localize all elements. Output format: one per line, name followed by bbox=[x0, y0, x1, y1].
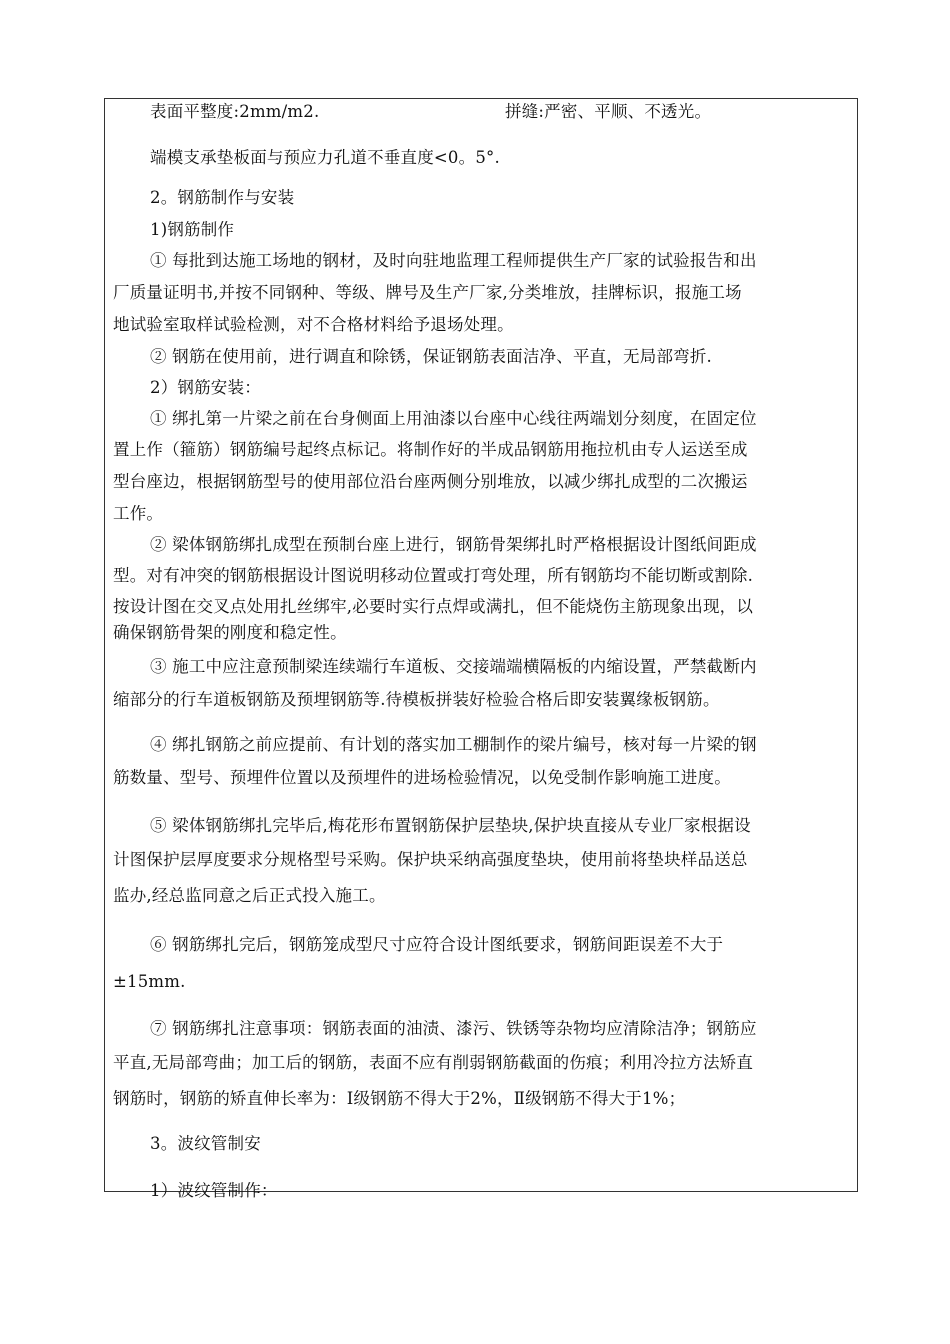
paragraph-line: ② 梁体钢筋绑扎成型在预制台座上进行，钢筋骨架绑扎时严格根据设计图纸间距成 bbox=[150, 535, 757, 554]
paragraph-line: ⑥ 钢筋绑扎完后，钢筋笼成型尺寸应符合设计图纸要求，钢筋间距误差不大于 bbox=[150, 935, 724, 954]
paragraph-line: 地试验室取样试验检测，对不合格材料给予退场处理。 bbox=[113, 315, 514, 334]
paragraph-line: 厂质量证明书,并按不同钢种、等级、牌号及生产厂家,分类堆放，挂牌标识，报施工场 bbox=[113, 283, 742, 302]
paragraph-line: ⑤ 梁体钢筋绑扎完毕后,梅花形布置钢筋保护层垫块,保护块直接从专业厂家根据设 bbox=[150, 816, 751, 835]
paragraph-line: ① 绑扎第一片梁之前在台身侧面上用油漆以台座中心线往两端划分刻度，在固定位 bbox=[150, 409, 757, 428]
paragraph-line: 缩部分的行车道板钢筋及预埋钢筋等.待模板拼装好检验合格后即安装翼缘板钢筋。 bbox=[113, 690, 720, 709]
paragraph-line: 型。对有冲突的钢筋根据设计图说明移动位置或打弯处理，所有钢筋均不能切断或割除. bbox=[113, 566, 754, 585]
section-heading-2: 2。钢筋制作与安装 bbox=[150, 188, 295, 207]
text-line-1a: 表面平整度:2mm/m2. bbox=[150, 102, 320, 121]
paragraph-line: 平直,无局部弯曲；加工后的钢筋，表面不应有削弱钢筋截面的伤痕；利用冷拉方法矫直 bbox=[113, 1053, 754, 1072]
paragraph-line: 按设计图在交叉点处用扎丝绑牢,必要时实行点焊或满扎，但不能烧伤主筋现象出现，以 bbox=[113, 597, 754, 616]
subsection-heading-1: 1)钢筋制作 bbox=[150, 220, 235, 239]
text-line-1b: 拼缝:严密、平顺、不透光。 bbox=[505, 102, 712, 121]
section-heading-3: 3。波纹管制安 bbox=[150, 1134, 261, 1153]
paragraph-line: ±15mm. bbox=[113, 972, 186, 991]
subsection-heading-2: 2）钢筋安装： bbox=[150, 378, 261, 397]
text-line-2: 端模支承垫板面与预应力孔道不垂直度<0。5°. bbox=[150, 148, 500, 167]
paragraph-line: 计图保护层厚度要求分规格型号采购。保护块采纳高强度垫块，使用前将垫块样品送总 bbox=[113, 850, 748, 869]
paragraph-line: ③ 施工中应注意预制梁连续端行车道板、交接端端横隔板的内缩设置，严禁截断内 bbox=[150, 657, 757, 676]
paragraph-line: ① 每批到达施工场地的钢材，及时向驻地监理工程师提供生产厂家的试验报告和出 bbox=[150, 251, 757, 270]
paragraph-line: 确保钢筋骨架的刚度和稳定性。 bbox=[113, 623, 347, 642]
paragraph-line: ④ 绑扎钢筋之前应提前、有计划的落实加工棚制作的梁片编号，核对每一片梁的钢 bbox=[150, 735, 757, 754]
subsection-heading-3-1: 1）波纹管制作： bbox=[150, 1181, 278, 1200]
paragraph-line: ⑦ 钢筋绑扎注意事项：钢筋表面的油渍、漆污、铁锈等杂物均应清除洁净；钢筋应 bbox=[150, 1019, 757, 1038]
paragraph-line: 筋数量、型号、预埋件位置以及预埋件的进场检验情况，以免受制作影响施工进度。 bbox=[113, 768, 731, 787]
paragraph-line: 工作。 bbox=[113, 504, 164, 523]
paragraph-line: 监办,经总监同意之后正式投入施工。 bbox=[113, 886, 386, 905]
paragraph-line: ② 钢筋在使用前，进行调直和除锈，保证钢筋表面洁净、平直，无局部弯折. bbox=[150, 347, 712, 366]
paragraph-line: 钢筋时，钢筋的矫直伸长率为：Ⅰ级钢筋不得大于2%，Ⅱ级钢筋不得大于1%； bbox=[113, 1089, 686, 1108]
paragraph-line: 置上作（箍筋）钢筋编号起终点标记。将制作好的半成品钢筋用拖拉机由专人运送至成 bbox=[113, 440, 748, 459]
paragraph-line: 型台座边，根据钢筋型号的使用部位沿台座两侧分别堆放，以减少绑扎成型的二次搬运 bbox=[113, 472, 748, 491]
